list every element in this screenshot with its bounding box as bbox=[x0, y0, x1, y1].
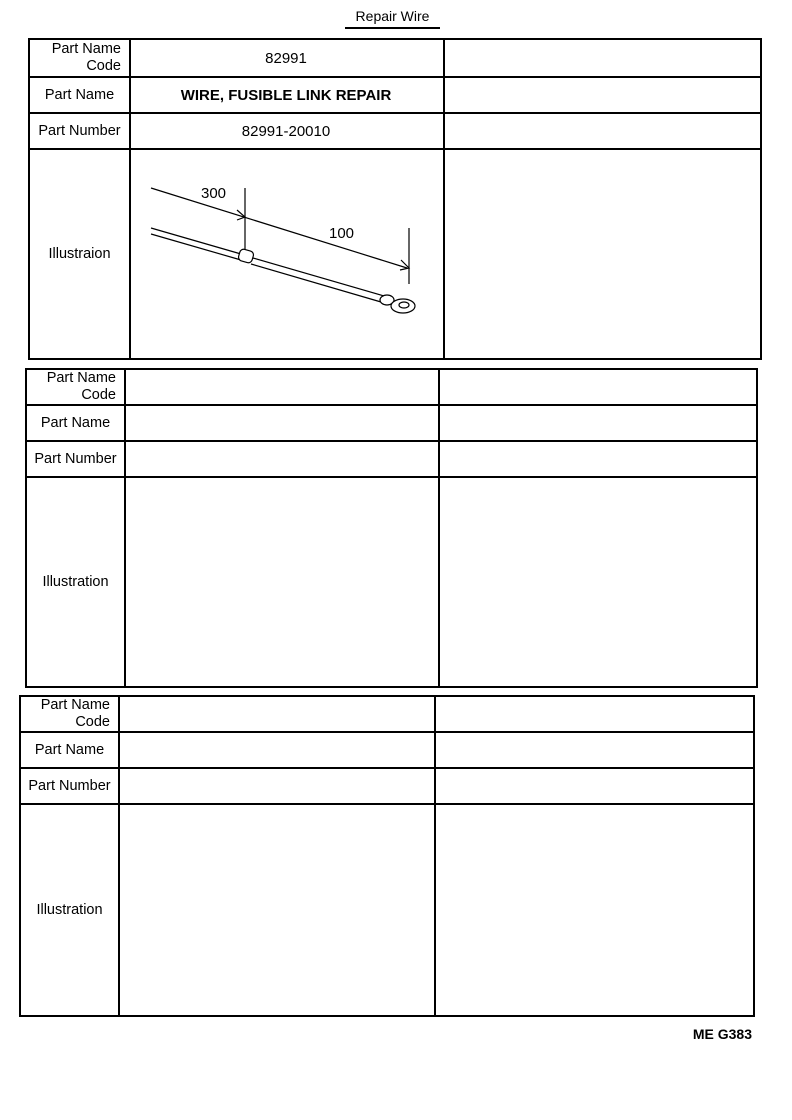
label-part-name: Part Name bbox=[30, 78, 131, 112]
label-part-number: Part Number bbox=[27, 442, 126, 476]
label-part-number: Part Number bbox=[30, 114, 131, 148]
label-illustration: Illustration bbox=[21, 805, 120, 1015]
illustration-area bbox=[129, 150, 445, 358]
part-form-2 bbox=[25, 368, 758, 688]
value-part-name-code bbox=[118, 697, 436, 731]
label-part-name: Part Name bbox=[27, 406, 126, 440]
value-part-number bbox=[118, 769, 436, 803]
row-part-name bbox=[30, 78, 760, 114]
value-part-name: WIRE, FUSIBLE LINK REPAIR bbox=[129, 78, 445, 112]
part-form-1 bbox=[28, 38, 762, 360]
label-illustration: Illustraion bbox=[30, 150, 131, 358]
label-part-name-code: Part Name Code bbox=[30, 40, 131, 76]
row-part-number bbox=[30, 114, 760, 150]
label-illustration: Illustration bbox=[27, 478, 126, 686]
part-form-3 bbox=[19, 695, 755, 1017]
illustration-area bbox=[124, 478, 440, 686]
row-part-name-code bbox=[30, 40, 760, 78]
fusible-link-wire-illustration bbox=[129, 150, 445, 360]
label-part-name: Part Name bbox=[21, 733, 120, 767]
label-part-name-code: Part Name Code bbox=[27, 370, 126, 404]
value-part-name bbox=[118, 733, 436, 767]
value-part-name-code-2 bbox=[443, 40, 760, 76]
value-part-number: 82991-20010 bbox=[129, 114, 445, 148]
figure-code: ME G383 bbox=[692, 1026, 752, 1042]
dimension-300: 300 bbox=[201, 185, 227, 202]
label-part-number: Part Number bbox=[21, 769, 120, 803]
illustration-area bbox=[118, 805, 436, 1015]
value-part-name-code bbox=[124, 370, 440, 404]
value-part-number bbox=[124, 442, 440, 476]
row-illustration bbox=[30, 150, 760, 358]
label-part-name-code: Part Name Code bbox=[21, 697, 120, 731]
page-title: Repair Wire bbox=[345, 8, 440, 29]
dimension-100: 100 bbox=[329, 225, 355, 242]
value-part-name bbox=[124, 406, 440, 440]
value-part-name-code: 82991 bbox=[129, 40, 445, 76]
